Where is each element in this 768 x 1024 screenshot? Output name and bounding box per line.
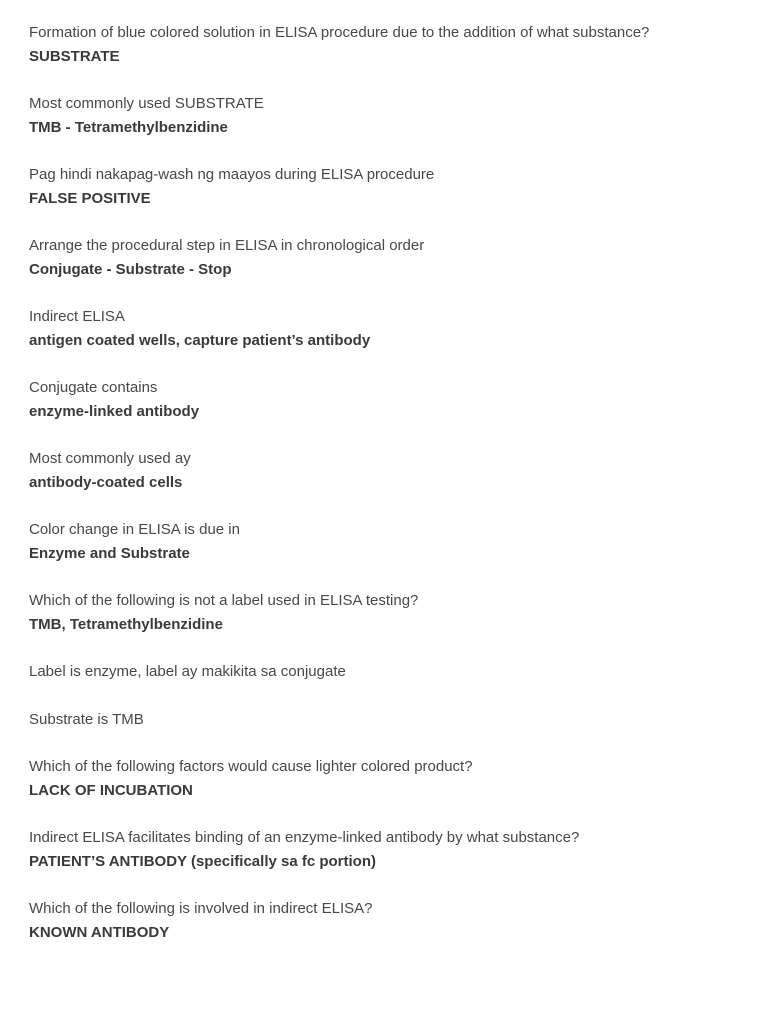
answer-text: Conjugate - Substrate - Stop	[29, 260, 232, 278]
answer-text: LACK OF INCUBATION	[29, 781, 193, 799]
question-text: Formation of blue colored solution in ELISA procedure due to the addition of what substance?	[29, 24, 650, 41]
answer-text: PATIENT’S ANTIBODY (specifically sa fc portion)	[29, 852, 376, 870]
note-text: Substrate is TMB	[29, 710, 144, 728]
question-text: Most commonly used ay	[29, 450, 191, 467]
question-text: Indirect ELISA facilitates binding of an enzyme-linked antibody by what substance?	[29, 829, 580, 846]
note-entry	[29, 589, 749, 636]
question-text: Which of the following factors would cause lighter colored product?	[29, 758, 473, 775]
note-entry	[29, 92, 749, 139]
note-entry	[29, 447, 749, 494]
question-text: Most commonly used SUBSTRATE	[29, 95, 264, 112]
answer-text: FALSE POSITIVE	[29, 189, 151, 207]
question-text: Which of the following is involved in indirect ELISA?	[29, 900, 373, 917]
answer-text: TMB - Tetramethylbenzidine	[29, 118, 228, 136]
note-entry	[29, 660, 749, 684]
answer-text: TMB, Tetramethylbenzidine	[29, 615, 223, 633]
note-entry	[29, 518, 749, 565]
answer-text: SUBSTRATE	[29, 47, 120, 65]
note-entry	[29, 897, 749, 944]
question-text: Color change in ELISA is due in	[29, 521, 240, 538]
answer-text: Enzyme and Substrate	[29, 544, 190, 562]
note-entry	[29, 708, 749, 732]
note-entry	[29, 234, 749, 281]
question-text: Pag hindi nakapag-wash ng maayos during ELISA procedure	[29, 166, 435, 183]
answer-text: KNOWN ANTIBODY	[29, 923, 170, 941]
question-text: Indirect ELISA	[29, 308, 125, 325]
note-entry	[29, 305, 749, 352]
question-text: Arrange the procedural step in ELISA in chronological order	[29, 237, 425, 254]
question-text: Which of the following is not a label used in ELISA testing?	[29, 592, 419, 609]
answer-text: antigen coated wells, capture patient’s antibody	[29, 331, 371, 349]
note-entry	[29, 21, 749, 68]
note-entry	[29, 376, 749, 423]
note-entry	[29, 163, 749, 210]
question-text: Conjugate contains	[29, 379, 158, 396]
note-entry	[29, 755, 749, 802]
answer-text: antibody-coated cells	[29, 473, 183, 491]
note-entry	[29, 826, 749, 873]
note-text: Label is enzyme, label ay makikita sa conjugate	[29, 663, 346, 680]
answer-text: enzyme-linked antibody	[29, 402, 200, 420]
notes-document	[29, 21, 749, 944]
